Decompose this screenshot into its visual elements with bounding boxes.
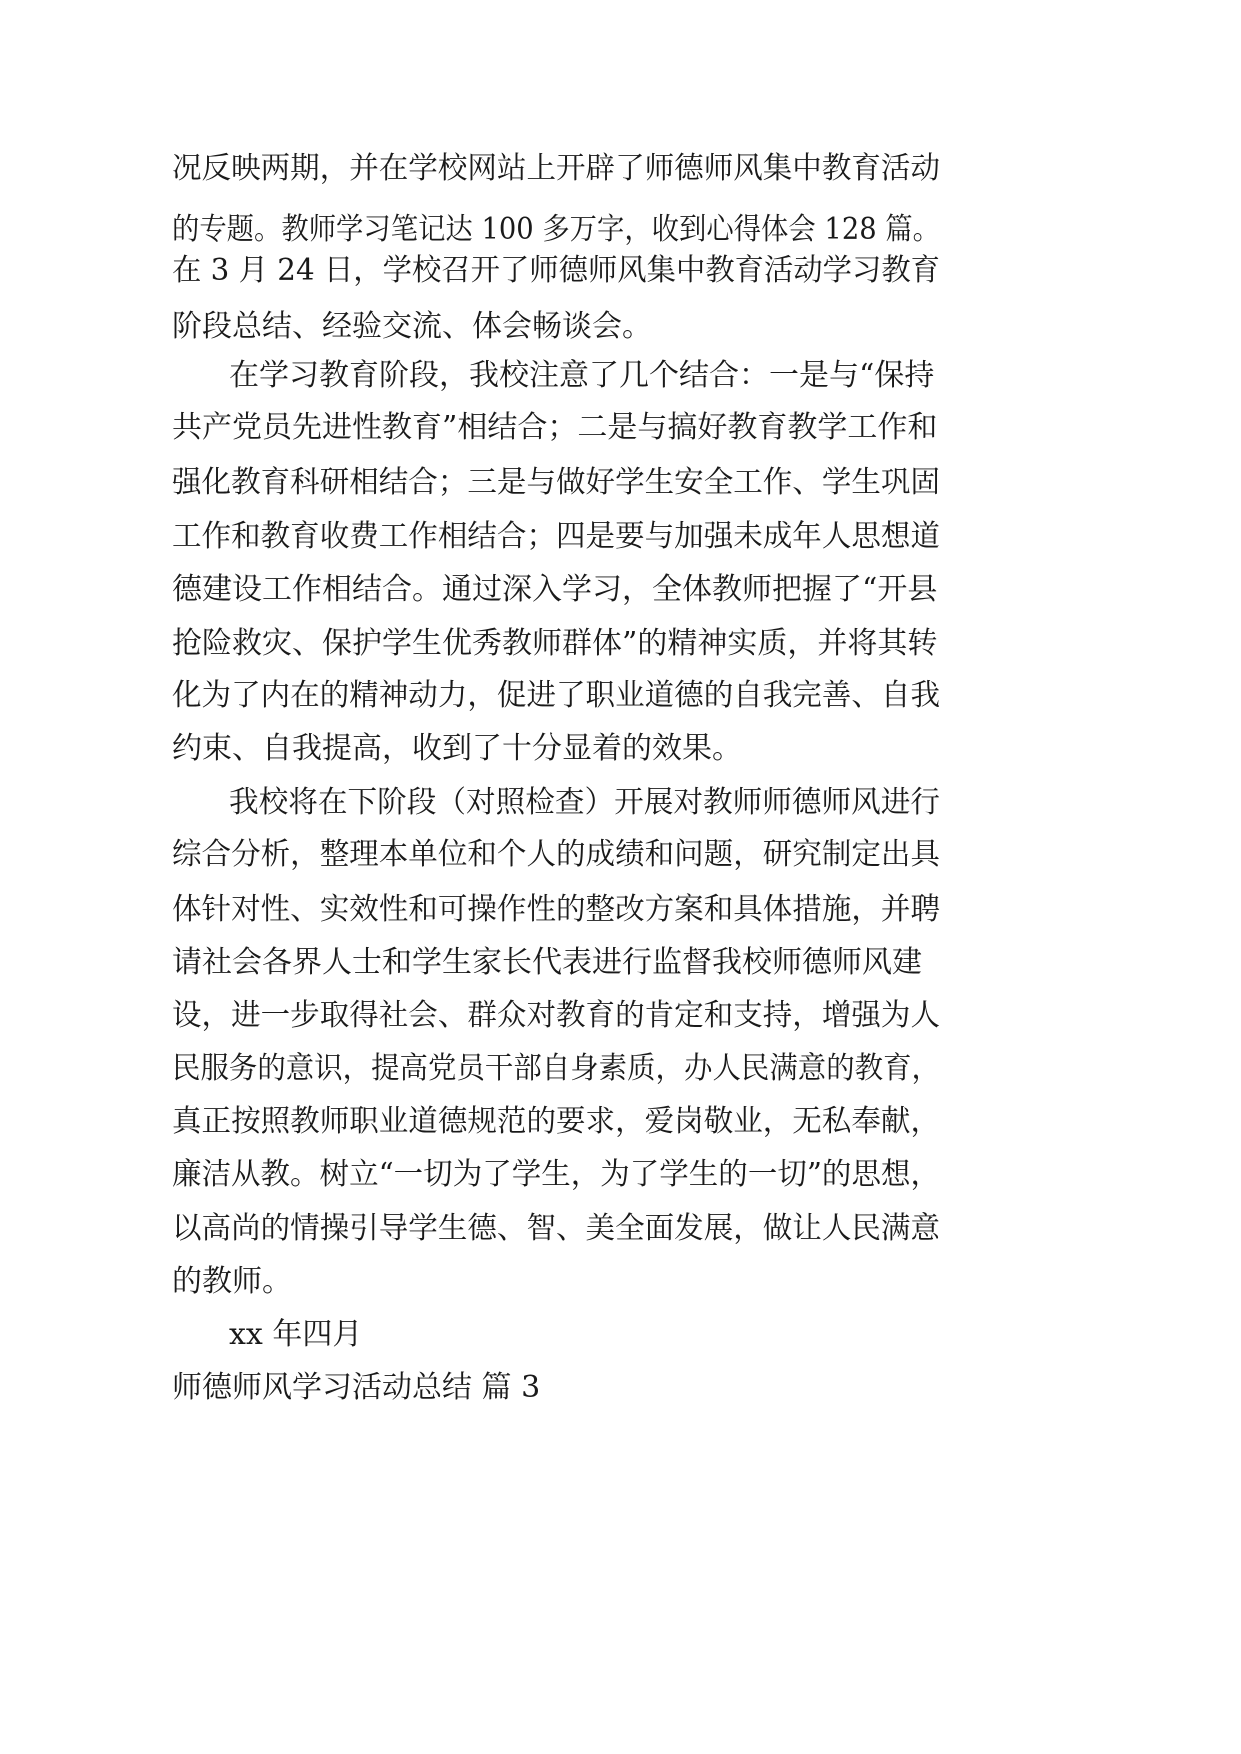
body-line: 设，进一步取得社会、群众对教育的肯定和支持，增强为人 [172, 998, 940, 1033]
body-line: 真正按照教师职业道德规范的要求，爱岗敬业，无私奉献， [172, 1104, 940, 1139]
body-line: 约束、自我提高，收到了十分显着的效果。 [172, 731, 742, 766]
body-line: 体针对性、实效性和可操作性的整改方案和具体措施，并聘 [172, 892, 940, 927]
body-line: 况反映两期，并在学校网站上开辟了师德师风集中教育活动 [172, 151, 940, 186]
body-line: 以高尚的情操引导学生德、智、美全面发展，做让人民满意 [172, 1211, 940, 1246]
paragraph-start-line: 我校将在下阶段（对照检查）开展对教师师德师风进行 [229, 785, 940, 820]
body-line: 共产党员先进性教育”相结合；二是与搞好教育教学工作和 [172, 410, 938, 445]
body-line: 化为了内在的精神动力，促进了职业道德的自我完善、自我 [172, 678, 940, 713]
body-line: 德建设工作相结合。通过深入学习，全体教师把握了“开县 [172, 572, 938, 607]
body-line: 在 3 月 24 日，学校召开了师德师风集中教育活动学习教育 [172, 253, 940, 288]
paragraph-start-line: 在学习教育阶段，我校注意了几个结合：一是与“保持 [229, 358, 935, 393]
body-line: 廉洁从教。树立“一切为了学生，为了学生的一切”的思想， [172, 1157, 940, 1192]
body-line: 工作和教育收费工作相结合；四是要与加强未成年人思想道 [172, 519, 940, 554]
body-line: 的专题。教师学习笔记达 100 多万字，收到心得体会 128 篇。 [172, 212, 940, 247]
body-line: 的教师。 [172, 1264, 292, 1299]
body-line: 综合分析，整理本单位和个人的成绩和问题，研究制定出具 [172, 837, 940, 872]
body-line: 请社会各界人士和学生家长代表进行监督我校师德师风建 [172, 945, 922, 980]
body-line: 抢险救灾、保护学生优秀教师群体”的精神实质，并将其转 [172, 626, 938, 661]
body-line: 阶段总结、经验交流、体会畅谈会。 [172, 309, 652, 344]
date-line: xx 年四月 [229, 1317, 363, 1352]
body-line: 强化教育科研相结合；三是与做好学生安全工作、学生巩固 [172, 465, 940, 500]
section-heading: 师德师风学习活动总结 篇 3 [172, 1370, 541, 1405]
body-line: 民服务的意识，提高党员干部自身素质，办人民满意的教育， [172, 1051, 940, 1086]
